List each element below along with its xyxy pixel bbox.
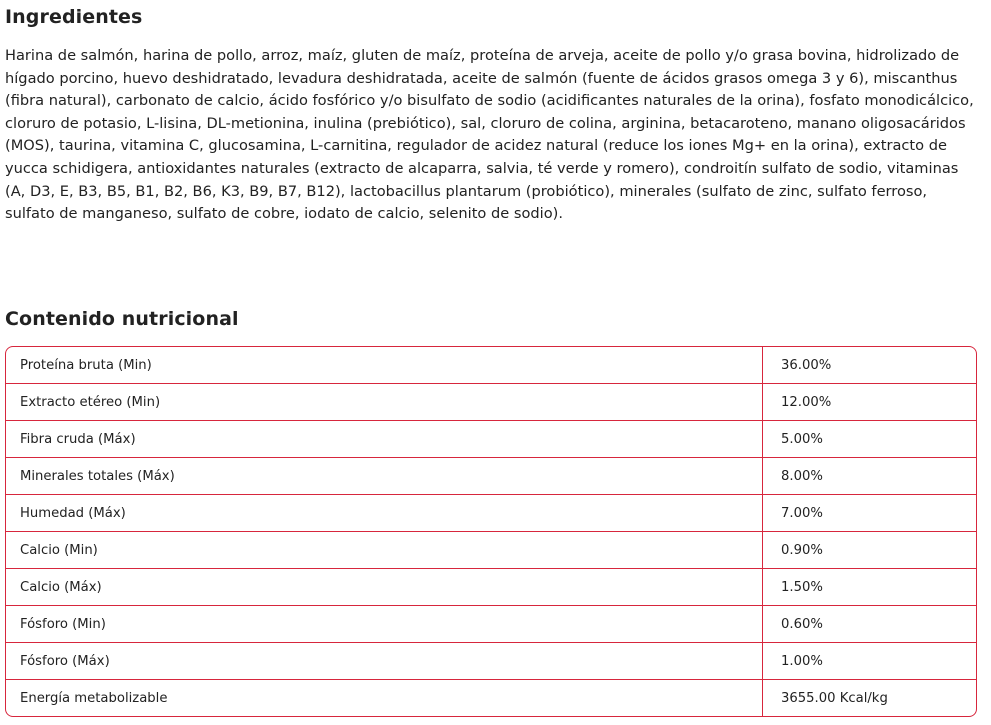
nutrient-value: 36.00% <box>781 357 832 373</box>
table-row <box>6 347 976 384</box>
nutrient-name: Energía metabolizable <box>6 680 763 716</box>
table-row <box>6 643 976 680</box>
nutrient-name: Humedad (Máx) <box>6 495 763 531</box>
table-row <box>6 680 976 716</box>
table-row <box>6 606 976 643</box>
nutrient-value: 5.00% <box>781 431 823 447</box>
nutrient-name: Fósforo (Máx) <box>6 643 763 679</box>
nutrient-value: 12.00% <box>781 394 832 410</box>
table-row <box>6 421 976 458</box>
table-row <box>6 458 976 495</box>
nutrient-value: 0.90% <box>781 542 823 558</box>
nutrient-name: Extracto etéreo (Min) <box>6 384 763 420</box>
nutrient-name: Calcio (Máx) <box>6 569 763 605</box>
nutrition-title: Contenido nutricional <box>5 308 239 330</box>
nutrient-name: Proteína bruta (Min) <box>6 347 763 383</box>
ingredients-title: Ingredientes <box>5 6 143 28</box>
nutrition-table <box>5 346 977 717</box>
nutrient-name: Minerales totales (Máx) <box>6 458 763 494</box>
table-row <box>6 532 976 569</box>
ingredients-text: Harina de salmón, harina de pollo, arroz, maíz, gluten de maíz, proteína de arveja, aceite de pollo y/o grasa bovina, hidrolizado de hígado porcino, huevo deshidratado, levadura deshidratada, aceite de salmón (fuente de ácidos grasos omega 3 y 6), miscanthus (fibra natural), carbonato de calcio, ácido fosfórico y/o bisulfato de sodio (acidificantes naturales de la orina), fosfato monodicálcico, cloruro de potasio, L-lisina, DL-metionina, inulina (prebiótico), sal, cloruro de colina, arginina, betacaroteno, manano oligosacáridos (MOS), taurina, vitamina C, glucosamina, L-carnitina, regulador de acidez natural (reduce los iones Mg+ en la orina), extracto de yucca schidigera, antioxidantes naturales (extracto de alcaparra, salvia, té verde y romero), condroitín sulfato de sodio, vitaminas (A, D3, E, B3, B5, B1, B2, B6, K3, B9, B7, B12), lactobacillus plantarum (probiótico), minerales (sulfato de zinc, sulfato ferroso, sulfato de manganeso, sulfato de cobre, iodato de calcio, selenito de sodio). <box>5 47 974 223</box>
table-row <box>6 495 976 532</box>
nutrient-name: Fósforo (Min) <box>6 606 763 642</box>
nutrient-value: 1.50% <box>781 579 823 595</box>
nutrient-value: 1.00% <box>781 653 823 669</box>
nutrient-value: 7.00% <box>781 505 823 521</box>
table-row <box>6 569 976 606</box>
nutrient-value: 3655.00 Kcal/kg <box>781 690 888 706</box>
nutrient-value: 8.00% <box>781 468 823 484</box>
nutrient-name: Calcio (Min) <box>6 532 763 568</box>
nutrient-value: 0.60% <box>781 616 823 632</box>
nutrient-name: Fibra cruda (Máx) <box>6 421 763 457</box>
table-row <box>6 384 976 421</box>
